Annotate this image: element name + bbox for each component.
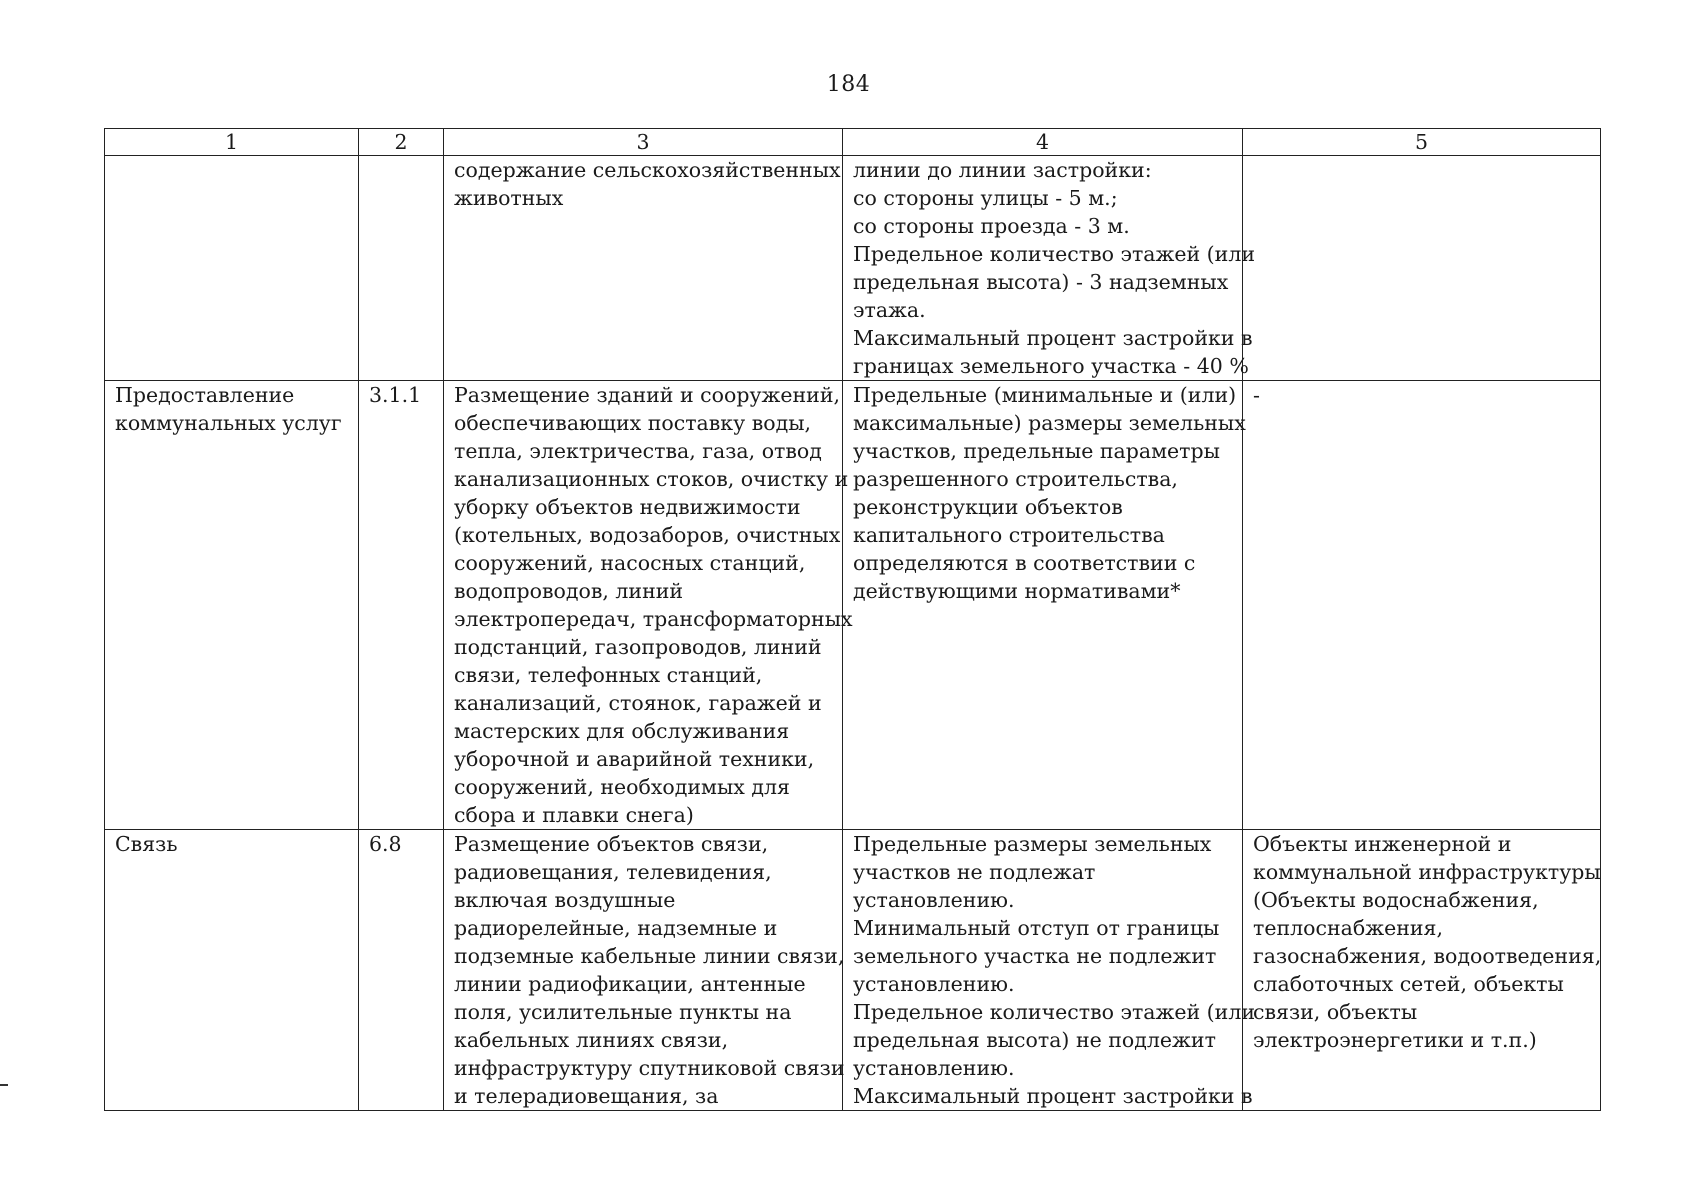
text-line: включая воздушные <box>454 888 676 912</box>
text-line: 3.1.1 <box>369 383 422 407</box>
auxiliary-use-cell <box>1243 830 1601 1111</box>
text-line: Предельные размеры земельных <box>853 832 1212 856</box>
text-line: земельного участка не подлежит <box>853 944 1217 968</box>
text-line: водопроводов, линий <box>454 579 684 603</box>
text-line: установлению. <box>853 1056 1015 1080</box>
header-cell-4: 4 <box>843 129 1243 156</box>
text-line: канализаций, стоянок, гаражей и <box>454 691 822 715</box>
header-cell-1: 1 <box>105 129 359 156</box>
table-row <box>105 156 1601 381</box>
text-line: подземные кабельные линии связи, <box>454 944 845 968</box>
text-line: электропередач, трансформаторных <box>454 607 853 631</box>
text-line: установлению. <box>853 972 1015 996</box>
text-line: инфраструктуру спутниковой связи <box>454 1056 845 1080</box>
text-line: сооружений, насосных станций, <box>454 551 806 575</box>
text-line: сооружений, необходимых для <box>454 775 790 799</box>
text-line: теплоснабжения, <box>1253 916 1443 940</box>
text-line: мастерских для обслуживания <box>454 719 790 743</box>
header-row <box>105 129 1601 156</box>
use-code-cell <box>359 156 444 381</box>
use-name-cell <box>105 381 359 830</box>
text-line: содержание сельскохозяйственных <box>454 158 841 182</box>
text-line: связи, объекты <box>1253 1000 1418 1024</box>
text-line: обеспечивающих поставку воды, <box>454 411 812 435</box>
text-line: коммунальных услуг <box>115 411 342 435</box>
text-line: и телерадиовещания, за <box>454 1084 719 1108</box>
text-line: Объекты инженерной и <box>1253 832 1512 856</box>
parameters-cell <box>843 381 1246 830</box>
text-line: (котельных, водозаборов, очистных <box>454 523 841 547</box>
text-line: тепла, электричества, газа, отвод <box>454 439 822 463</box>
text-line: (Объекты водоснабжения, <box>1253 888 1539 912</box>
header-cell-2: 2 <box>359 129 444 156</box>
text-line: животных <box>454 186 564 210</box>
text-line: границах земельного участка - 40 % <box>853 354 1249 378</box>
scan-margin-mark <box>0 1084 8 1086</box>
text-line: Максимальный процент застройки в <box>853 326 1253 350</box>
page-number: 184 <box>826 72 871 97</box>
text-line: Предельное количество этажей (или <box>853 242 1256 266</box>
text-line: установлению. <box>853 888 1015 912</box>
text-line: со стороны улицы - 5 м.; <box>853 186 1118 210</box>
text-line: действующими нормативами* <box>853 579 1181 603</box>
text-line: линии до линии застройки: <box>853 158 1152 182</box>
text-line: определяются в соответствии с <box>853 551 1196 575</box>
text-line: этажа. <box>853 298 926 322</box>
text-line: Максимальный процент застройки в <box>853 1084 1253 1108</box>
header-cell-5: 5 <box>1243 129 1601 156</box>
text-line: связи, телефонных станций, <box>454 663 763 687</box>
auxiliary-use-cell <box>1243 156 1601 381</box>
text-line: предельная высота) не подлежит <box>853 1028 1216 1052</box>
text-line: кабельных линиях связи, <box>454 1028 729 1052</box>
text-line: радиовещания, телевидения, <box>454 860 772 884</box>
text-line: максимальные) размеры земельных <box>853 411 1246 435</box>
text-line: Предельные (минимальные и (или) <box>853 383 1237 407</box>
text-line: Предоставление <box>115 383 295 407</box>
text-line: разрешенного строительства, <box>853 467 1178 491</box>
table-row <box>105 830 1601 1111</box>
text-line: Связь <box>115 832 178 856</box>
text-line: капитального строительства <box>853 523 1165 547</box>
text-line: Размещение объектов связи, <box>454 832 769 856</box>
text-line: участков, предельные параметры <box>853 439 1220 463</box>
use-name-cell <box>105 156 359 381</box>
text-line: газоснабжения, водоотведения, <box>1253 944 1602 968</box>
text-line: радиорелейные, надземные и <box>454 916 778 940</box>
text-line: реконструкции объектов <box>853 495 1123 519</box>
auxiliary-use-cell <box>1243 381 1601 830</box>
text-line: Предельное количество этажей (или <box>853 1000 1256 1024</box>
zoning-table <box>104 128 1601 1111</box>
text-line: сбора и плавки снега) <box>454 803 694 827</box>
header-cell-3: 3 <box>444 129 843 156</box>
text-line: подстанций, газопроводов, линий <box>454 635 822 659</box>
text-line: слаботочных сетей, объекты <box>1253 972 1564 996</box>
text-line: линии радиофикации, антенные <box>454 972 806 996</box>
parameters-cell <box>843 156 1256 381</box>
text-line: Минимальный отступ от границы <box>853 916 1220 940</box>
text-line: уборочной и аварийной техники, <box>454 747 815 771</box>
use-code-cell <box>359 381 444 830</box>
text-line: коммунальной инфраструктуры <box>1253 860 1601 884</box>
parameters-cell <box>843 830 1256 1111</box>
text-line: поля, усилительные пункты на <box>454 1000 792 1024</box>
text-line: уборку объектов недвижимости <box>454 495 801 519</box>
text-line: предельная высота) - 3 надземных <box>853 270 1229 294</box>
use-description-cell <box>444 156 843 381</box>
text-line: со стороны проезда - 3 м. <box>853 214 1130 238</box>
text-line: электроэнергетики и т.п.) <box>1253 1028 1537 1052</box>
use-description-cell <box>444 381 853 830</box>
use-description-cell <box>444 830 843 1111</box>
use-name-cell <box>105 830 359 1111</box>
use-code-cell <box>359 830 444 1111</box>
text-line: - <box>1253 383 1260 407</box>
text-line: канализационных стоков, очистку и <box>454 467 849 491</box>
table-row <box>105 381 1601 830</box>
text-line: 6.8 <box>369 832 402 856</box>
text-line: участков не подлежат <box>853 860 1096 884</box>
text-line: Размещение зданий и сооружений, <box>454 383 840 407</box>
